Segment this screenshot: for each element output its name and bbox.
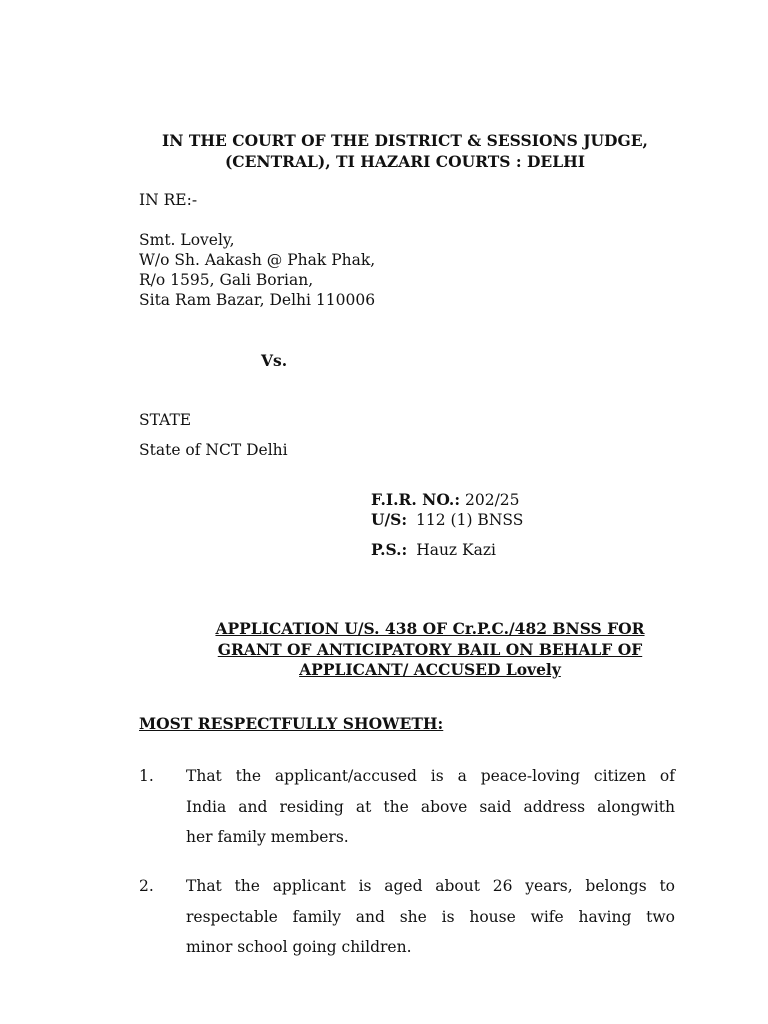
application-title-line-3: APPLICANT/ ACCUSED Lovely xyxy=(299,660,561,679)
court-heading-line-1: IN THE COURT OF THE DISTRICT & SESSIONS JUDGE, xyxy=(162,131,648,150)
paragraph-line: That the applicant/accused is a peace-loving citizen of xyxy=(186,767,675,785)
paragraph-text xyxy=(186,761,675,853)
court-heading-line-2: (CENTRAL), TI HAZARI COURTS : DELHI xyxy=(224,152,586,171)
fir-row xyxy=(371,490,520,510)
us-value: 112 (1) BNSS xyxy=(416,511,524,529)
fir-label: F.I.R. NO.: xyxy=(371,490,461,509)
applicant-relation: W/o Sh. Aakash @ Phak Phak, xyxy=(139,251,376,269)
application-title xyxy=(150,619,710,681)
respondent-state-name: State of NCT Delhi xyxy=(139,441,288,459)
showeth-heading: MOST RESPECTFULLY SHOWETH: xyxy=(139,714,444,733)
ps-row xyxy=(371,540,496,560)
ps-label: P.S.: xyxy=(371,540,408,559)
paragraph-number: 2. xyxy=(139,877,154,895)
respondent-state: STATE xyxy=(139,411,192,429)
applicant-city: Sita Ram Bazar, Delhi 110006 xyxy=(139,291,376,309)
paragraph-text xyxy=(186,871,675,963)
us-label: U/S: xyxy=(371,510,408,529)
paragraph-line: That the applicant is aged about 26 years, belongs to xyxy=(186,877,675,895)
paragraph-line: respectable family and she is house wife having two xyxy=(186,907,675,926)
us-row xyxy=(371,510,523,530)
in-re-label: IN RE:- xyxy=(139,191,198,209)
application-title-line-2: GRANT OF ANTICIPATORY BAIL ON BEHALF OF xyxy=(217,639,643,659)
versus-label: Vs. xyxy=(261,351,288,370)
paragraph-line: minor school going children. xyxy=(186,938,412,956)
paragraph-line: her family members. xyxy=(186,828,349,846)
fir-value: 202/25 xyxy=(464,491,520,509)
application-title-line-1: APPLICATION U/S. 438 OF Cr.P.C./482 BNSS FOR xyxy=(215,619,645,638)
applicant-residence: R/o 1595, Gali Borian, xyxy=(139,271,314,289)
paragraph-line: India and residing at the above said address alongwith xyxy=(186,797,675,816)
court-heading xyxy=(100,130,710,172)
applicant-name: Smt. Lovely, xyxy=(139,231,235,249)
paragraph-number: 1. xyxy=(139,767,154,785)
ps-value: Hauz Kazi xyxy=(416,541,496,559)
